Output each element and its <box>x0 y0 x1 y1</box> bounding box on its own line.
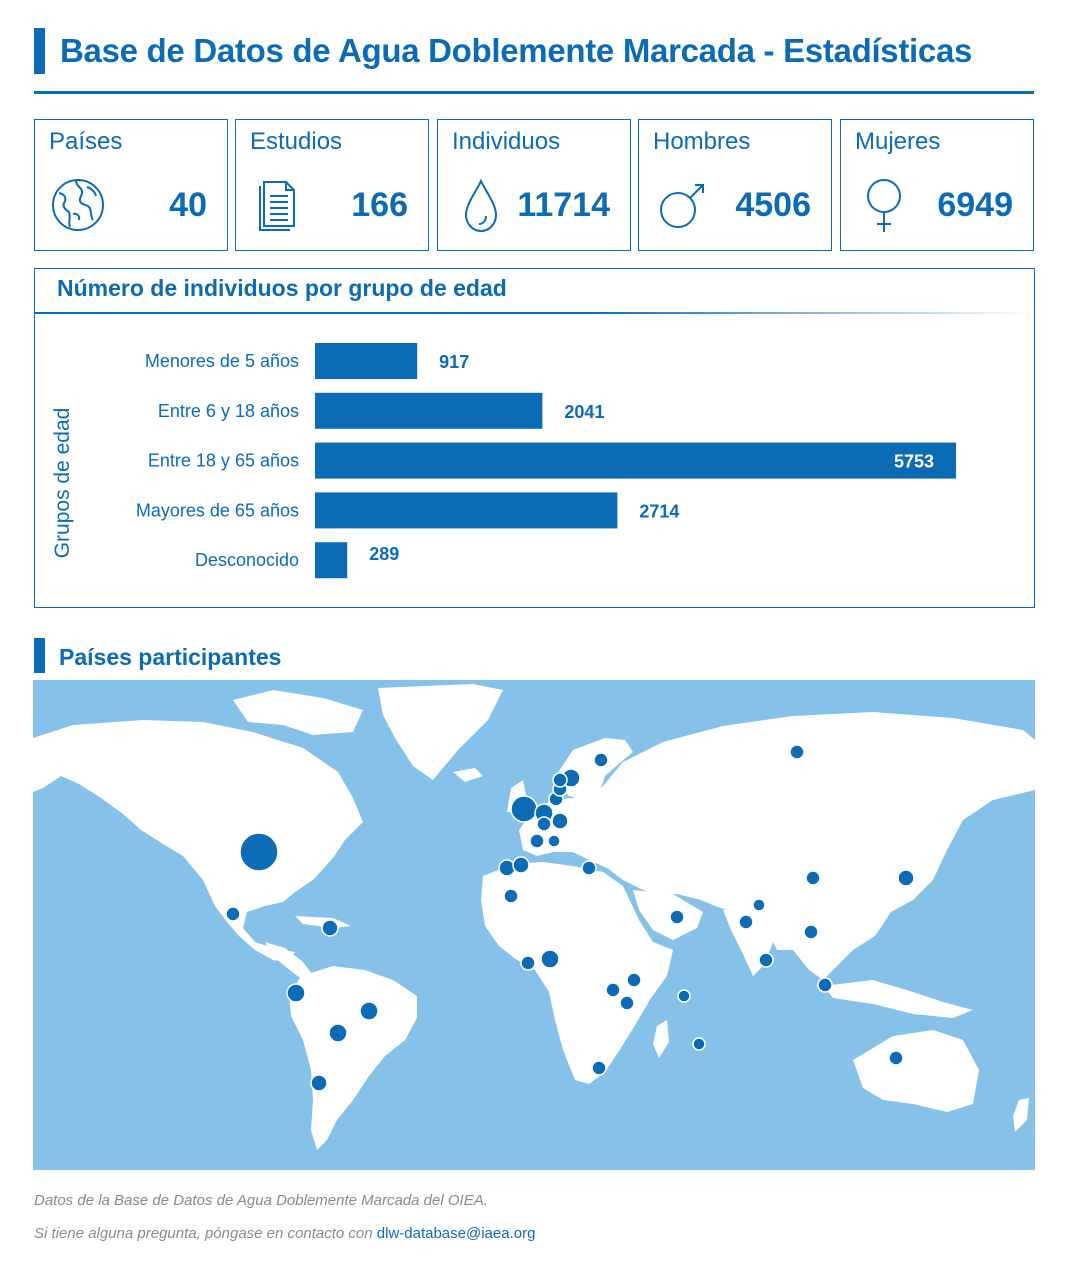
greenland <box>378 684 503 780</box>
marker-portugal <box>513 857 529 873</box>
marker-turkey <box>582 861 596 875</box>
marker-kenya <box>627 973 641 987</box>
marker-nepal <box>753 899 765 911</box>
marker-france <box>537 817 551 831</box>
y-axis-label: Grupos de edad <box>51 407 74 559</box>
marker-jamaica <box>322 920 338 936</box>
marker-switzerland <box>552 813 568 829</box>
marker-seychelles <box>678 990 690 1002</box>
marker-bolivia <box>329 1024 347 1042</box>
stat-value: 166 <box>351 186 408 224</box>
page-header <box>34 28 1034 94</box>
marker-norway <box>553 773 567 787</box>
category-label: Mayores de 65 años <box>135 500 299 521</box>
marker-russia <box>790 745 804 759</box>
title-accent-bar <box>34 28 45 74</box>
bar <box>315 542 347 578</box>
southeast-asia-islands <box>823 980 973 1018</box>
marker-peru <box>287 984 305 1002</box>
category-label: Menores de 5 años <box>144 351 299 371</box>
stat-value: 4506 <box>735 186 811 224</box>
madagascar <box>653 1020 669 1058</box>
marker-mexico <box>226 907 240 921</box>
marker-nigeria <box>541 950 559 968</box>
marker-tanzania <box>606 983 620 997</box>
bar-value-label: 5753 <box>893 451 934 472</box>
world-map <box>33 680 1035 1170</box>
marker-finland <box>594 753 608 767</box>
marker-thailand <box>804 925 818 939</box>
marker-spain <box>499 860 515 876</box>
stat-label: Países <box>49 128 123 155</box>
document-icon <box>250 176 308 234</box>
category-label: Desconocido <box>194 550 299 571</box>
stat-value: 6949 <box>937 186 1013 224</box>
stat-card-women <box>840 119 1034 251</box>
marker-south-africa <box>592 1061 606 1075</box>
marker-italy <box>530 834 544 848</box>
marker-mauritius <box>693 1038 705 1050</box>
marker-oman <box>670 910 684 924</box>
section-accent-bar <box>34 638 45 673</box>
new-zealand <box>1013 1098 1029 1132</box>
marker-brazil <box>360 1002 378 1020</box>
stat-label: Estudios <box>250 128 343 155</box>
world-map-graphic <box>33 680 1035 1170</box>
stat-label: Hombres <box>653 128 751 155</box>
category-label: Entre 6 y 18 años <box>157 400 299 421</box>
chart-title: Número de individuos por grupo de edad <box>57 275 507 301</box>
bar-value-label: 2041 <box>564 401 605 422</box>
australia <box>853 1030 979 1112</box>
stat-label: Individuos <box>452 128 561 155</box>
map-section-title: Países participantes <box>59 644 282 670</box>
marker-ghana <box>521 956 535 970</box>
marker-china <box>806 871 820 885</box>
bar <box>315 343 417 379</box>
south-america <box>289 966 417 1150</box>
stats-cards <box>34 119 1035 251</box>
marker-malaysia <box>818 978 832 992</box>
bar <box>315 443 956 479</box>
marker-usa <box>240 833 278 871</box>
footer-contact <box>34 1225 535 1242</box>
bar <box>315 492 617 528</box>
north-america <box>33 720 363 962</box>
globe-icon <box>49 176 107 234</box>
contact-email-link[interactable]: dlw-database@iaea.org <box>376 1225 536 1242</box>
bar-chart <box>35 313 1035 607</box>
bar-value-label: 917 <box>439 352 470 372</box>
female-symbol-icon <box>855 176 913 234</box>
land-masses <box>33 684 1035 1150</box>
stat-value: 11714 <box>517 186 610 224</box>
bar <box>315 393 542 429</box>
marker-uk <box>511 796 537 822</box>
stat-label: Mujeres <box>855 128 941 155</box>
marker-malawi <box>620 996 634 1010</box>
page-title: Base de Datos de Agua Doblemente Marcada - Estadísticas <box>60 32 973 69</box>
bar-value-label: 2714 <box>639 501 680 522</box>
stat-card-men <box>638 119 832 251</box>
footer-contact-text: Si tiene alguna pregunta, póngase en contacto con <box>34 1225 373 1242</box>
age-group-chart <box>34 268 1035 608</box>
marker-india <box>739 915 753 929</box>
water-drop-icon <box>452 176 510 234</box>
footer-source: Datos de la Base de Datos de Agua Doblemente Marcada del OIEA. <box>34 1192 488 1209</box>
stat-card-countries <box>34 119 228 251</box>
stat-card-studies <box>235 119 429 251</box>
stat-card-individuals <box>437 119 631 251</box>
marker-morocco <box>504 889 518 903</box>
category-label: Entre 18 y 65 años <box>147 450 299 471</box>
male-symbol-icon <box>653 176 711 234</box>
iceland <box>453 768 483 782</box>
marker-greece <box>548 835 560 847</box>
marker-chile <box>311 1075 327 1091</box>
marker-korea <box>898 870 914 886</box>
stat-value: 40 <box>169 186 207 224</box>
marker-australia <box>889 1051 903 1065</box>
bar-value-label: 289 <box>369 544 400 565</box>
marker-sri-lanka <box>759 953 773 967</box>
arctic-islands <box>233 690 363 735</box>
